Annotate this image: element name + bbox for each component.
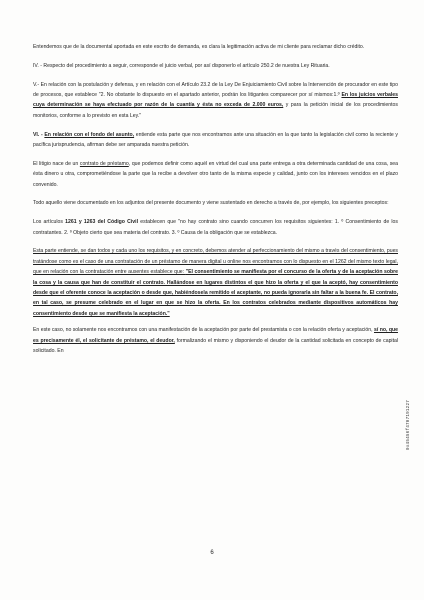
paragraph-v [33, 80, 398, 122]
paragraph-articulos [33, 217, 398, 238]
paragraph-v-text: V.- En relación con la postulación y defensa, y en relación con el Artículo 23.2 de la Ley De Enjuiciamiento Civil sobre la Intervención de procurador en este tipo de procesos, que establece "2. No obstante lo dispuesto en el apartado anterior, podrán los litigantes comparecer por sí mismos:1.º [33, 81, 398, 98]
paragraph-iv-text: IV. - Respecto del procedimiento a seguir, corresponde el juicio verbal, por así disponerlo el artículo 250.2 de nuestra Ley Rituaria. [33, 62, 330, 69]
paragraph-v-tail: y para la petición inicial de los procedimientos monitorios, conforme a lo previsto en esta Ley." [33, 102, 398, 119]
paragraph-v-emphasis: En los juicios verbales cuya determinación se haya efectuado por razón de la cuantía y ésta no exceda de 2.000 euros, [33, 92, 398, 109]
paragraph-consentimiento-quote: "El consentimiento se manifiesta por el concurso de la oferta y de la aceptación sobre la cosa y la causa que han de constituir el contrato. Hallándose en lugares distintos el que hizo la oferta y el que la aceptó, hay consentimiento desde que el oferente conoce la aceptación o desde que, habiéndosela remitido el aceptante, no pueda ignorarla sin faltar a la buena fe. El contrato, en tal caso, se presume celebrado en el lugar en que se hizo la oferta. En los contratos celebrados mediante dispositivos automáticos hay consentimiento desde que se manifiesta la aceptación." [33, 269, 399, 317]
paragraph-vi-emphasis: En relación con el fondo del asunto, [44, 131, 135, 138]
paragraph-final-emphasis: sí no, que es precisamente él, el solicitante de préstamo, el deudor, [33, 327, 398, 344]
paragraph-consentimiento [33, 246, 398, 319]
paragraph-litigio-emphasis: contrato de préstamo [79, 160, 129, 167]
paragraph-articulos-text: Los artículos [33, 219, 66, 226]
paragraph-litigio-tail: , que podemos definir como aquél en virtud del cual una parte entrega a otra determinada cantidad de una cosa, sea ésta dinero u otra, comprometiéndose la parte que la recibe a devolver otro tanto de la misma especie y calidad, junto con los intereses vencidos en el plazo convenido. [33, 160, 398, 188]
paragraph-final-tail: formalizando el mismo y disponiendo el deudor de la cantidad solicitada en concepto de capital solicitado. En [33, 337, 398, 355]
paragraph-litigio [33, 159, 398, 190]
paragraph-litigio-text: El litigio nace de un [33, 160, 80, 167]
paragraph-vi [33, 130, 398, 151]
paragraph-articulos-emphasis: 1261 y 1263 del Código Civil [65, 219, 139, 226]
paragraph-preceptos-text: Todo aquello viene documentado en los adjuntos del presente documento y viene sustentado en derecho a través de, por ejemplo, los siguientes preceptos: [33, 200, 389, 207]
page-number: 6 [210, 550, 214, 556]
paragraph-final-text: En este caso, no solamente nos encontramos con una manifestación de la aceptación por parte del prestamista o con la relación oferta y aceptación, [33, 327, 374, 334]
paragraph-iv [33, 61, 398, 71]
paragraph-vi-label: VI. - [33, 131, 45, 138]
paragraph-final [33, 325, 398, 356]
side-verification-code: 0x45456f4707191227 [406, 399, 411, 450]
paragraph-articulos-tail: establecen que "no hay contrato sino cuando concurren los requisitos siguientes: 1. º Consentimiento de los contratantes. 2. º Objeto cierto que sea materia del contrato. 3. º Causa de la obligación que se establezca. [33, 219, 398, 236]
paragraph-legitimacion [33, 42, 398, 52]
paragraph-vi-text: entiende esta parte que nos encontramos ante una situación en la que tanto la legislación civil como la reciente y pacífica jurisprudencia, afirman debe ser amparada nuestra petición. [33, 131, 398, 149]
document-body [33, 42, 398, 365]
paragraph-preceptos [33, 198, 398, 208]
paragraph-legitimacion-text: Entendemos que de la documental aportada en este escrito de demanda, es clara la legitimación activa de mi cliente para reclamar dicho crédito. [33, 44, 365, 50]
paragraph-consentimiento-text: Esta parte entiende, se dan todos y cada uno los requisitos, y en concreto, debemos atender al perfeccionamiento del mismo a través del consentimiento, pues tratándose como es el caso de una contratación de un préstamo de manera digital u online nos encontramos con lo dispuesto en el 1262 del mismo texto legal, que en relación con la contratación entre ausentes establece que: [33, 248, 398, 276]
